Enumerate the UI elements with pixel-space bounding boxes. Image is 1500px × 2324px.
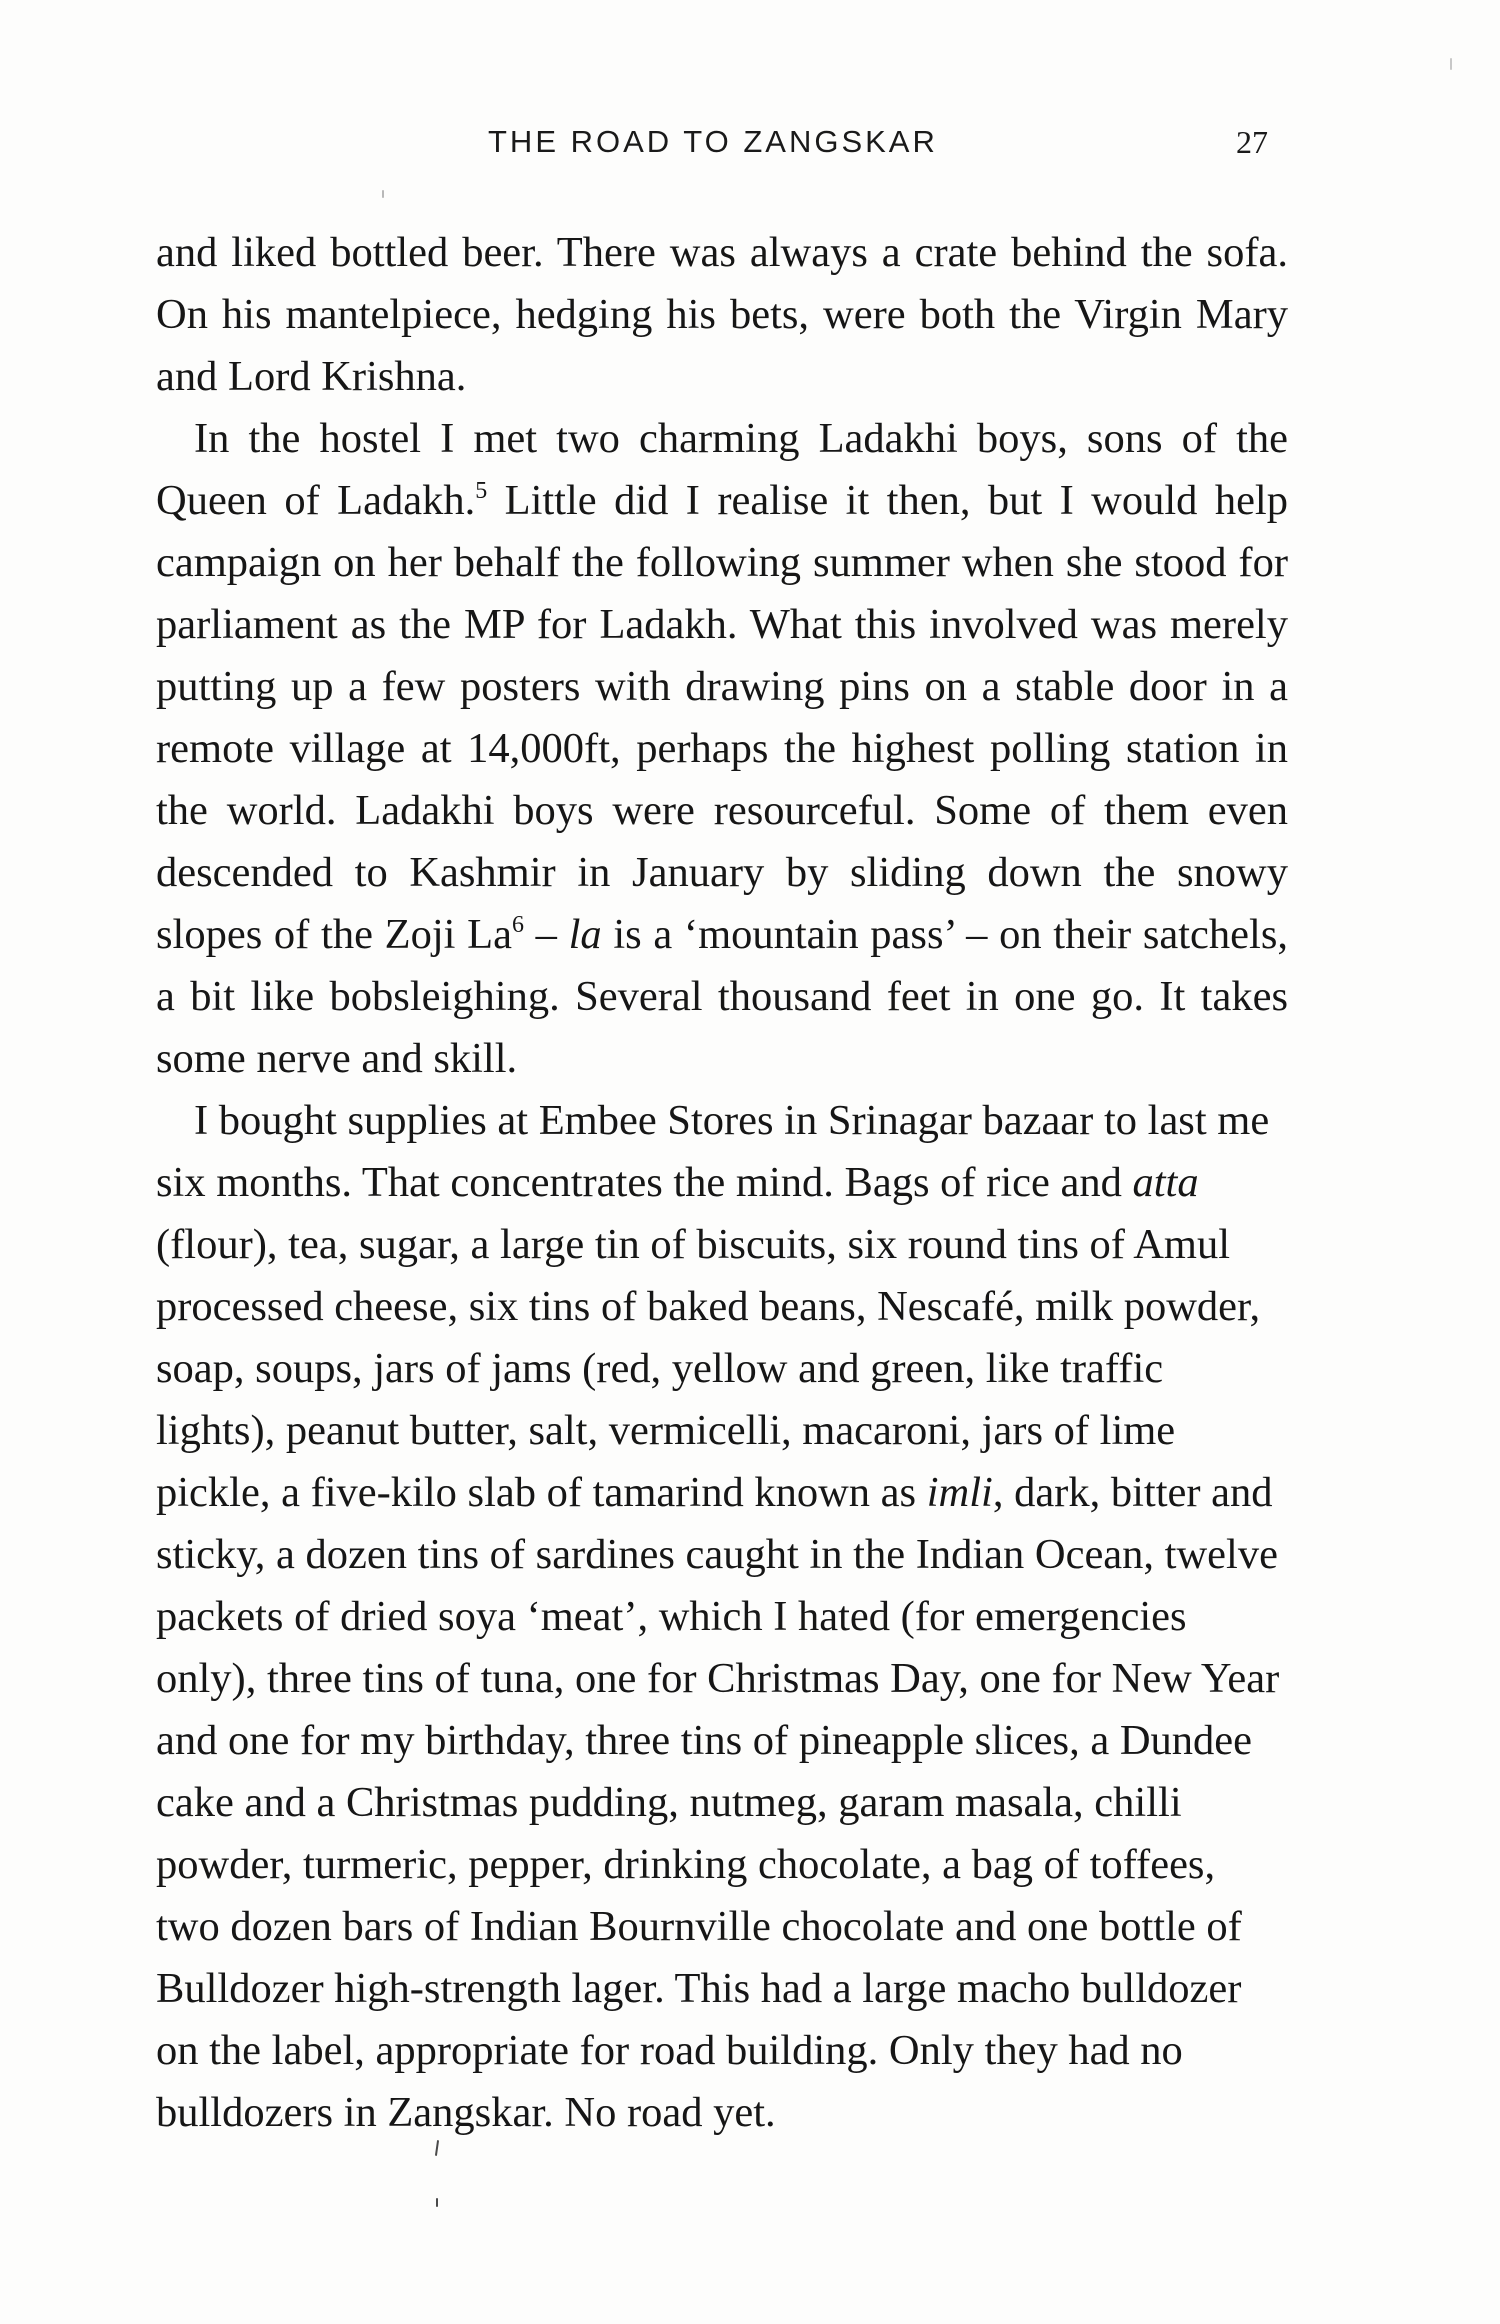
- italic-term-imli: imli: [926, 1469, 993, 1516]
- body-text: [156, 222, 1288, 2144]
- paragraph-3: [156, 1090, 1288, 2144]
- paragraph-3-text-c: , dark, bitter and sticky, a dozen tins of sardines caught in the Indian Ocean, twelve packets of dried soya ‘meat’, which I hated (for emergencies only), three tins of tuna, one for Christmas Day, one for New Year and one for my birthday, three tins of pineapple slices, a Dundee cake and a Christmas pudding, nutmeg, garam masala, chilli powder, turmeric, pepper, drinking chocolate, a bag of toffees, two dozen bars of Indian Bournville chocolate and one bottle of Bulldozer high-strength lager. This had a large macho bulldozer on the label, appropriate for road building. Only they had no bulldozers in Zangskar. No road yet.: [156, 1469, 1280, 2136]
- scan-mark: [436, 2198, 438, 2207]
- footnote-marker-6: 6: [511, 912, 524, 938]
- running-head: [0, 124, 1500, 164]
- page-number: 27: [1236, 124, 1268, 160]
- paragraph-3-text-b: (flour), tea, sugar, a large tin of biscuits, six round tins of Amul processed cheese, six tins of baked beans, Nescafé, milk powder, soap, soups, jars of jams (red, yellow and green, like traffic lights), peanut butter, salt, vermicelli, macaroni, jars of lime pickle, a five-kilo slab of tamarind known as: [156, 1221, 1261, 1516]
- running-title: THE ROAD TO ZANGSKAR: [488, 124, 938, 159]
- scan-mark: [1450, 58, 1452, 70]
- paragraph-2: [156, 408, 1288, 1090]
- scan-mark: [382, 190, 384, 198]
- paragraph-2-text-a: In the hostel I met two charming Ladakhi boys, sons of the Queen of Ladakh.: [156, 415, 1288, 524]
- italic-term-atta: atta: [1132, 1159, 1199, 1206]
- paragraph-2-text-d: is a ‘mountain pass’ – on their satchels, a bit like bobsleighing. Several thousand feet in one go. It takes some nerve and skill.: [156, 911, 1289, 1082]
- paragraph-2-text-b: Little did I realise it then, but I would help campaign on her behalf the following summer when she stood for parliament as the MP for Ladakh. What this involved was merely putting up a few posters with drawing pins on a stable door in a remote village at 14,000ft, perhaps the highest polling station in the world. Ladakhi boys were resourceful. Some of them even descended to Kashmir in January by sliding down the snowy slopes of the Zoji La: [156, 477, 1288, 958]
- footnote-marker-5: 5: [475, 478, 488, 504]
- paragraph-1: and liked bottled beer. There was always a crate behind the sofa. On his mantelpiece, hedging his bets, were both the Virgin Mary and Lord Krishna.: [156, 229, 1288, 400]
- paragraph-3-text-a: I bought supplies at Embee Stores in Srinagar bazaar to last me six months. That concentrates the mind. Bags of rice and: [156, 1097, 1270, 1206]
- paragraph-2-text-c: –: [523, 911, 569, 958]
- italic-term-la: la: [568, 911, 602, 958]
